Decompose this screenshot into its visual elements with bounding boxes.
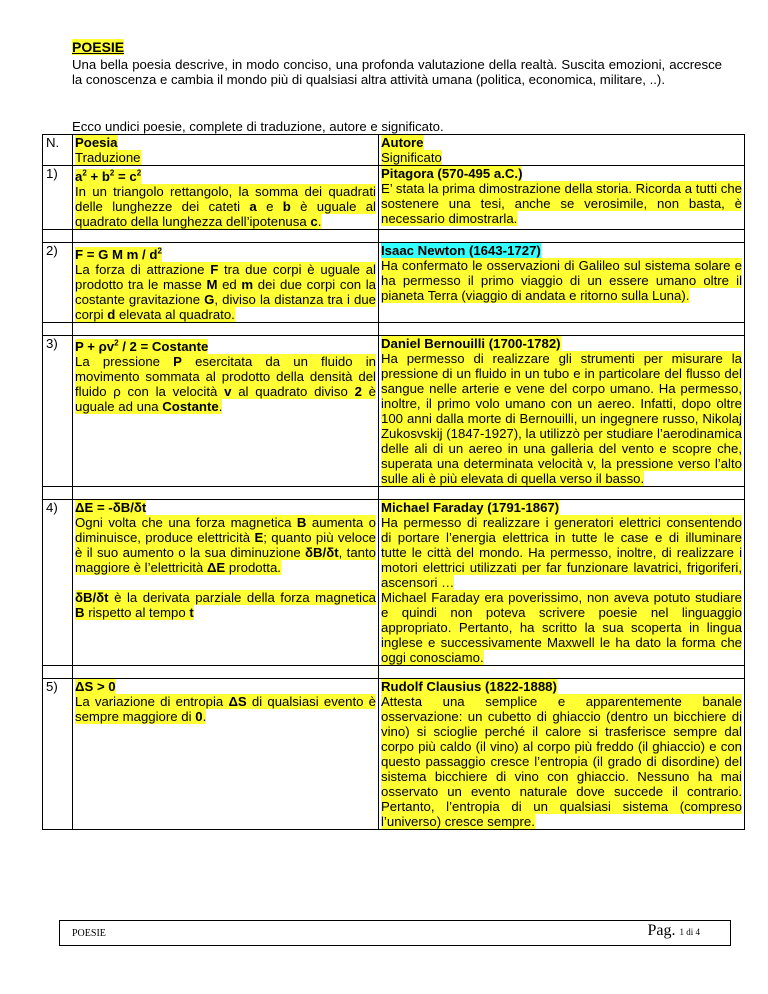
author-5: Rudolf Clausius (1822-1888) Attesta una semplice e apparentemente banale osservazione: un cubetto di ghiaccio (dentro un bicchiere di vino) si scioglie perché il calore si trasferisce sempre dal corpo più caldo (il vino) al corpo più freddo (il ghiaccio) e con questo passaggio cresce l’entropia (il grado di disordine) del sistema bicchiere di vino con ghiaccio. Nessuno ha mai osservato un evento naturale dove succede il contrario. Pertanto, l’entropia di un qualsiasi sistema (compreso l’universo) cresce sempre. [379,678,745,829]
page-footer [59,920,731,946]
author-1: Pitagora (570-495 a.C.) E’ stata la prima dimostrazione della storia. Ricorda a tutti che sostenere una tesi, anche se verosimile, non basta, è necessario dimostrarla. [379,166,745,230]
author-4: Michael Faraday (1791-1867) Ha permesso di realizzare i generatori elettrici consentendo di portare l’energia elettrica in tutte le case e di illuminare tutte le città del mondo. Ha permesso, inoltre, di realizzare i motori elettrici utilizzati per far funzionare lavatrici, frigoriferi, ascensori … Michael Faraday era poverissimo, non aveva potuto studiare e quindi non poteva scrivere poesie nel linguaggio appropriato. Pertanto, ha scritto la sua scoperta in lingua inglese e successivamente Maxwell le ha dato la forma che oggi conosciamo. [379,499,745,665]
poem-1: $a^2 + b^2 = c^2$ In un triangolo rettangolo, la somma dei quadrati delle lunghezze dei cateti a e b è uguale al quadrato della lunghezza dell’ipotenusa c. [73,166,379,230]
table-row-2: 2) F = G M m / $d^2$ La forza di attrazione F tra due corpi è uguale al prodotto tra le masse M ed m dei due corpi con la costante gravitazione G, diviso la distanza tra i due corpi d elevata al quadrato. Isaac Newton (1643-1727) Ha confermato le osservazioni di Galileo sul sistema solare e ha permesso il primo viaggio di un essere umano oltre il pianeta Terra (viaggio di andata e ritorno sulla Luna). [43,243,745,322]
intro-paragraph: Una bella poesia descrive, in modo conciso, una profonda valutazione della realtà. Suscita emozioni, accresce la conoscenza e cambia il mondo più di qualsiasi altra attività umana (politica, economica, militare, ..). [72,57,722,87]
poem-2: F = G M m / $d^2$ La forza di attrazione F tra due corpi è uguale al prodotto tra le masse M ed m dei due corpi con la costante gravitazione G, diviso la distanza tra i due corpi d elevata al quadrato. [73,243,379,322]
author-2: Isaac Newton (1643-1727) Ha confermato le osservazioni di Galileo sul sistema solare e ha permesso il primo viaggio di un essere umano oltre il pianeta Terra (viaggio di andata e ritorno sulla Luna). [379,243,745,322]
author-3: Daniel Bernouilli (1700-1782) Ha permesso di realizzare gli strumenti per misurare la pressione di un fluido in un tubo e in particolare del flusso del sangue nelle arterie e vene del corpo umano. Ha permesso, inoltre, il primo volo umano con un aereo. Infatti, dopo oltre 100 anni dalla morte di Bernouilli, un ingegnere russo, Nikolaj Zukosvskij (1847-1927), la utilizzò per studiare l’aerodinamica delle ali di un aereo in una galleria del vento e scopre che, superata una determinata velocità v, la pressione verso l’alto sulle ali è più elevata di quella verso il basso. [379,335,745,486]
intro-line: Ecco undici poesie, complete di traduzione, autore e significato. [72,119,444,134]
footer-title: POESIE [72,928,106,939]
poems-table [42,134,745,830]
header-n: N. [43,135,73,166]
poem-4: ΔE = -δB/δt Ogni volta che una forza magnetica B aumenta o diminuisce, produce elettricità E; quanto più veloce è il suo aumento o la sua diminuzione δB/δt, tanto maggiore è l’elettricità ΔE prodotta. δB/δt è la derivata parziale della forza magnetica B rispetto al tempo t [73,499,379,665]
table-row-3: 3) $P + \rho v^2 / 2$ = Costante La pressione P esercitata da un fluido in movimento sommata al prodotto della densità del fluido ρ con la velocità v al quadrato diviso 2 è uguale ad una Costante. Daniel Bernouilli (1700-1782) Ha permesso di realizzare gli strumenti per misurare la pressione di un fluido in un tubo e in particolare del flusso del sangue nelle arterie e vene del corpo umano. Ha permesso, inoltre, il primo volo umano con un aereo. Infatti, dopo oltre 100 anni dalla morte di Bernouilli, un ingegnere russo, Nikolaj Zukosvskij (1847-1927), la utilizzò per studiare l’aerodinamica delle ali di un aereo in una galleria del vento e scopre che, superata una determinata velocità v, la pressione verso l’alto sulle ali è più elevata di quella verso il basso. [43,335,745,486]
footer-page: Pag. 1 di 4 [647,922,700,939]
header-poesia: Poesia Traduzione [73,135,379,166]
poem-5: ΔS > 0 La variazione di entropia ΔS di qualsiasi evento è sempre maggiore di 0. [73,678,379,829]
header-autore: Autore Significato [379,135,745,166]
table-row-1: 1) $a^2 + b^2 = c^2$ In un triangolo rettangolo, la somma dei quadrati delle lunghezze dei cateti a e b è uguale al quadrato della lunghezza dell’ipotenusa c. Pitagora (570-495 a.C.) E’ stata la prima dimostrazione della storia. Ricorda a tutti che sostenere una tesi, anche se verosimile, non basta, è necessario dimostrarla. [43,166,745,230]
page-title: POESIE [72,39,125,55]
table-header-row [43,135,745,166]
table-row-4: 4) ΔE = -δB/δt Ogni volta che una forza magnetica B aumenta o diminuisce, produce elettricità E; quanto più veloce è il suo aumento o la sua diminuzione δB/δt, tanto maggiore è l’elettricità ΔE prodotta. δB/δt è la derivata parziale della forza magnetica B rispetto al tempo t Michael Faraday (1791-1867) Ha permesso di realizzare i generatori elettrici consentendo di portare l’energia elettrica in tutte le case e di illuminare tutte le città del mondo. Ha permesso, inoltre, di realizzare i motori elettrici utilizzati per far funzionare lavatrici, frigoriferi, ascensori … Michael Faraday era poverissimo, non aveva potuto studiare e quindi non poteva scrivere poesie nel linguaggio appropriato. Pertanto, ha scritto la sua scoperta in lingua inglese e successivamente Maxwell le ha dato la forma che oggi conosciamo. [43,499,745,665]
poem-3: $P + \rho v^2 / 2$ = Costante La pressione P esercitata da un fluido in movimento sommata al prodotto della densità del fluido ρ con la velocità v al quadrato diviso 2 è uguale ad una Costante. [73,335,379,486]
table-row-5: 5) ΔS > 0 La variazione di entropia ΔS di qualsiasi evento è sempre maggiore di 0. Rudolf Clausius (1822-1888) Attesta una semplice e apparentemente banale osservazione: un cubetto di ghiaccio (dentro un bicchiere di vino) si scioglie perché il calore si trasferisce sempre dal corpo più caldo (il vino) al corpo più freddo (il ghiaccio) e con questo passaggio cresce l’entropia (il grado di disordine) del sistema bicchiere di vino con ghiaccio. Nessuno ha mai osservato un evento naturale dove succede il contrario. Pertanto, l’entropia di un qualsiasi sistema (compreso l’universo) cresce sempre. [43,678,745,829]
